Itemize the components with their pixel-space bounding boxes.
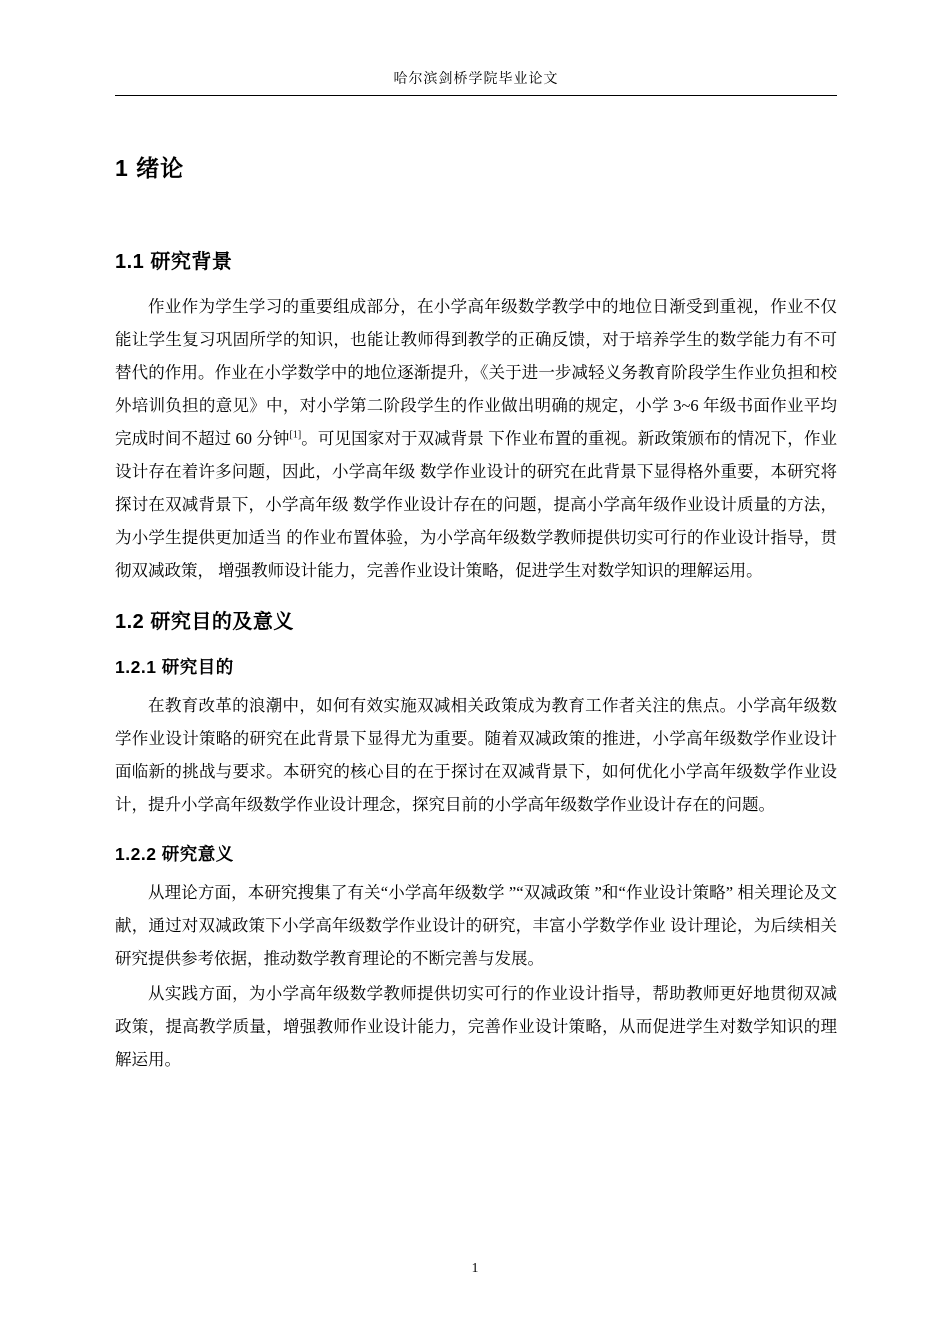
section-1-2-heading: 1.2 研究目的及意义 xyxy=(115,611,294,633)
chapter-heading: 1 绪论 xyxy=(115,155,185,181)
citation-ref: [1] xyxy=(289,429,302,441)
page-number: 1 xyxy=(471,1260,479,1275)
subsection-1-2-2-paragraph-1: 从理论方面，本研究搜集了有关“小学高年级数学 ”“双减政策 ”和“作业设计策略” 相关理论及文献，通过对双减政策下小学高年级数学作业设计的研究，丰富小学数学作业 设计理论，为后续相关研究提供参考依据，推动数学教育理论的不断完善与发展。 xyxy=(115,883,837,968)
subsection-1-2-2-paragraph-2: 从实践方面，为小学高年级数学教师提供切实可行的作业设计指导，帮助教师更好地贯彻双减政策，提高教学质量，增强教师作业设计能力，完善作业设计策略，从而促进学生对数学知识的理解运用。 xyxy=(115,984,837,1069)
page-header xyxy=(115,68,837,96)
section-1-1-heading: 1.1 研究背景 xyxy=(115,251,233,273)
page-footer xyxy=(0,1260,950,1276)
subsection-1-2-1-heading: 1.2.1 研究目的 xyxy=(115,657,234,677)
subsection-1-2-1-paragraph: 在教育改革的浪潮中，如何有效实施双减相关政策成为教育工作者关注的焦点。小学高年级数学作业设计策略的研究在此背景下显得尤为重要。随着双减政策的推进，小学高年级数学作业设计面临新的挑战与要求。本研究的核心目的在于探讨在双减背景下，如何优化小学高年级数学作业设计，提升小学高年级数学作业设计理念，探究目前的小学高年级数学作业设计存在的问题。 xyxy=(115,696,837,814)
document-body xyxy=(115,150,837,1078)
header-title: 哈尔滨剑桥学院毕业论文 xyxy=(393,72,559,87)
header-divider xyxy=(115,95,837,96)
subsection-1-2-2-heading: 1.2.2 研究意义 xyxy=(115,844,234,864)
paragraph-text: 作业作为学生学习的重要组成部分，在小学高年级数学教学中的地位日渐受到重视，作业不仅能让学生复习巩固所学的知识，也能让教师得到教学的正确反馈，对于培养学生的数学能力有不可替代的作用。作业在小学数学中的地位逐渐提升，《关于进一步减轻义务教育阶段学生作业负担和校外培训负担的意见》中，对小学第二阶段学生的作业做出明确的规定，小学 3~6 年级书面作业平均完成时间不超过 60 分钟 xyxy=(115,297,837,448)
section-1-1-paragraph xyxy=(115,290,837,587)
paragraph-text: 。可见国家对于双减背景 下作业布置的重视。新政策颁布的情况下，作业设计存在着许多问题，因此，小学高年级 数学作业设计的研究在此背景下显得格外重要，本研究将探讨在双减背景下，小学高年级 数学作业设计存在的问题，提高小学高年级作业设计质量的方法，为小学生提供更加适当 的作业布置体验，为小学高年级数学教师提供切实可行的作业设计指导，贯彻双减政策， 增强教师设计能力，完善作业设计策略，促进学生对数学知识的理解运用。 xyxy=(115,429,838,580)
